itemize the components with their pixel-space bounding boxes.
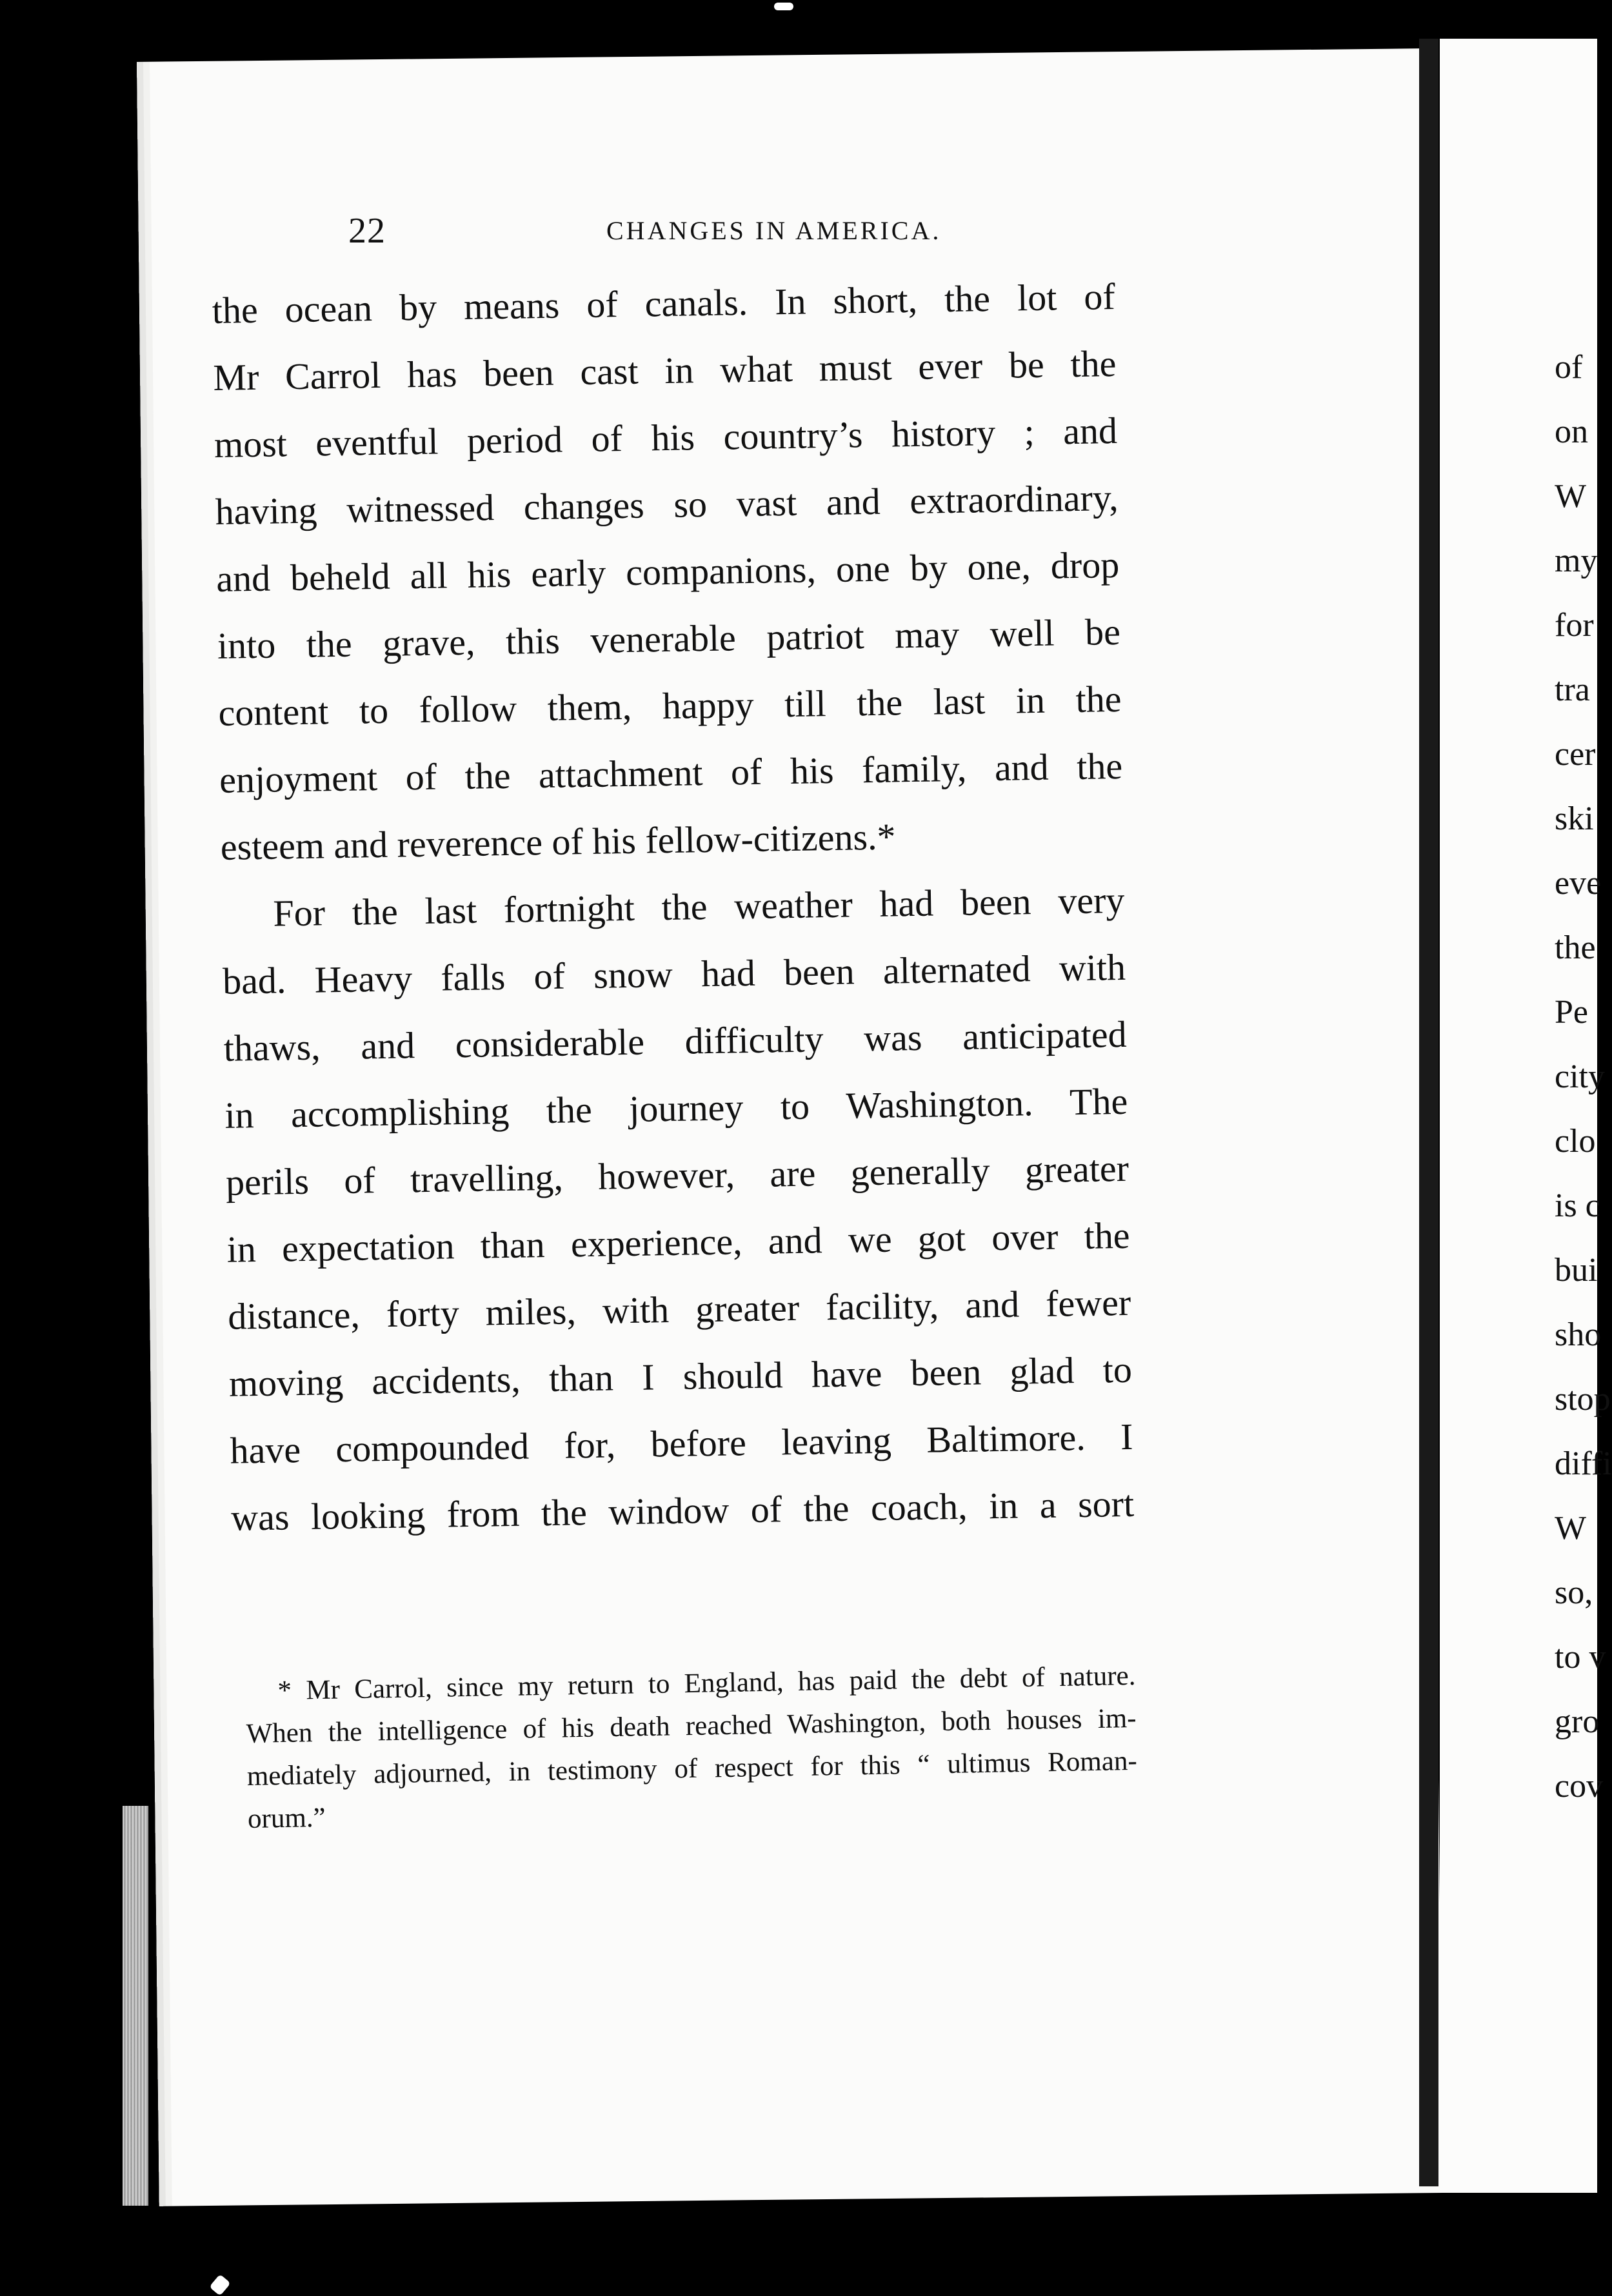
body-line: For the last fortnight the weather had been very [272,878,1125,935]
facing-fragment: sho [1555,1316,1602,1353]
facing-fragment: cov [1555,1768,1604,1805]
body-line: was looking from the window of the coach, in a sort [230,1482,1135,1539]
body-line: the ocean by means of canals. In short, the lot of [212,275,1116,332]
facing-fragment: stop [1555,1381,1611,1418]
body-line: in expectation than experience, and we got over the [226,1214,1131,1271]
facing-fragment: gro [1555,1703,1600,1740]
facing-fragment: tra [1555,671,1590,708]
facing-fragment: so, [1555,1574,1593,1611]
body-line: distance, forty miles, with greater facility, and fewer [227,1281,1131,1338]
facing-fragment: bui [1555,1252,1598,1289]
scan-speck [209,2274,231,2296]
footnote-line: mediately adjourned, in testimony of respect for this “ ultimus Roman- [246,1745,1138,1792]
facing-fragment: diffi [1555,1445,1612,1482]
body-line: perils of travelling, however, are generally greater [225,1147,1129,1203]
book-gutter [1419,39,1438,2186]
facing-fragment: Pe [1555,994,1588,1031]
body-line: and beheld all his early companions, one by one, drop [215,543,1120,600]
facing-fragment: is c [1555,1187,1600,1224]
body-line: into the grave, this venerable patriot may well be [217,610,1121,667]
body-line: moving accidents, than I should have been glad to [228,1348,1133,1405]
facing-fragment: my [1555,542,1598,579]
running-head [206,206,1284,271]
body-line: Mr Carrol has been cast in what must ever be the [212,342,1117,399]
footnote-line: * Mr Carrol, since my return to England, has paid the debt of nature. [277,1660,1136,1707]
facing-fragment: W [1555,478,1587,515]
footnote [245,1653,1228,1840]
facing-fragment: of [1555,349,1583,386]
facing-fragment: ski [1555,800,1594,837]
facing-fragment: the [1555,929,1596,966]
facing-fragment: on [1555,413,1588,450]
body-line: content to follow them, happy till the last in the [218,677,1122,734]
body-line: bad. Heavy falls of snow had been alternated with [222,945,1126,1002]
facing-fragment: to v [1555,1639,1606,1676]
body-line: most eventful period of his country’s history ; and [214,409,1118,466]
body-text [212,262,1186,1552]
scan-speck [774,3,793,10]
facing-fragment: clo [1555,1123,1596,1160]
body-line: enjoyment of the attachment of his family, and the [219,744,1123,801]
page-number: 22 [348,211,386,251]
body-line: have compounded for, before leaving Baltimore. I [230,1415,1133,1472]
facing-fragment: cer [1555,736,1596,773]
footnote-line: When the intelligence of his death reached Washington, both houses im- [246,1703,1137,1749]
body-line: thaws, and considerable difficulty was anticipated [223,1013,1128,1069]
running-title: CHANGES IN AMERICA. [606,216,942,245]
page-edges [123,1806,148,2206]
footnote-line: orum.” [247,1802,326,1834]
facing-fragment: city [1555,1058,1605,1095]
body-line: having witnessed changes so vast and extraordinary, [215,476,1119,533]
body-line: esteem and reverence of his fellow-citizens.* [220,815,897,868]
facing-fragment: W [1555,1510,1587,1547]
facing-fragment: for [1555,607,1594,644]
body-line: in accomplishing the journey to Washington. The [224,1080,1128,1136]
facing-fragment: eve [1555,865,1602,902]
